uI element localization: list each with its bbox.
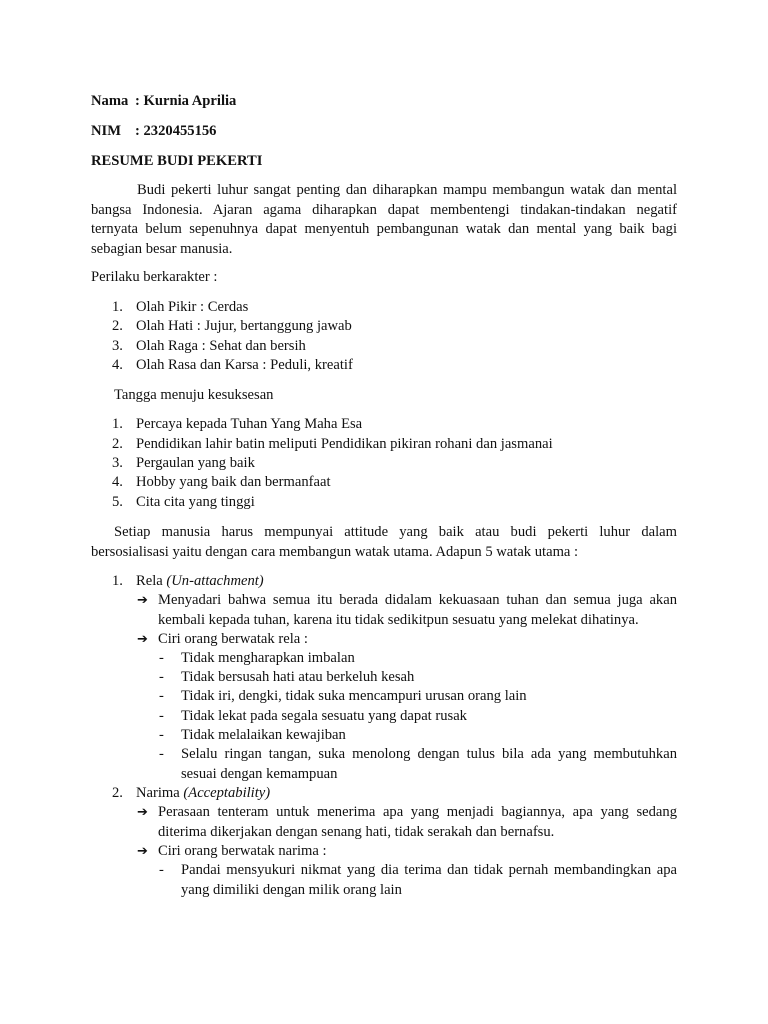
list-number: 1.	[112, 416, 123, 432]
perilaku-heading: Perilaku berkarakter :	[91, 269, 218, 285]
watak-intro-line: Setiap manusia harus mempunyai attitude yang baik atau budi pekerti luhur dalam	[114, 524, 677, 540]
list-item: Cita cita yang tinggi	[136, 494, 255, 510]
watak-title-narima: Narima (Acceptability)	[136, 785, 271, 801]
list-number: 4.	[112, 357, 123, 373]
dash-bullet: -	[159, 727, 164, 743]
list-item: Olah Pikir : Cerdas	[136, 299, 249, 315]
list-item: Olah Rasa dan Karsa : Peduli, kreatif	[136, 357, 353, 373]
rela-point: kembali kepada tuhan, karena itu tidak sedikitpun sesuatu yang melekat dihatinya.	[158, 612, 639, 628]
dash-bullet: -	[159, 862, 164, 878]
narima-point: Perasaan tenteram untuk menerima apa yang menjadi bagiannya, apa yang sedang	[158, 804, 677, 820]
intro-line: Budi pekerti luhur sangat penting dan diharapkan mampu membangun watak dan mental	[137, 182, 677, 198]
list-number: 2.	[112, 318, 123, 334]
list-item: sesuai dengan kemampuan	[181, 766, 338, 782]
list-number: 2.	[112, 436, 123, 452]
list-number: 4.	[112, 474, 123, 490]
name-label: Nama	[91, 93, 129, 109]
watak-number: 1.	[112, 573, 123, 589]
rela-ciri-heading: Ciri orang berwatak rela :	[158, 631, 308, 647]
list-item: Percaya kepada Tuhan Yang Maha Esa	[136, 416, 363, 432]
intro-line: ternyata belum sepenuhnya dapat menyentuh pembangunan watak dan mental yang baik bagi	[91, 221, 677, 237]
intro-line: bangsa Indonesia. Ajaran agama diharapkan dapat membentengi tindakan-tindakan negatif	[91, 202, 677, 218]
dash-bullet: -	[159, 688, 164, 704]
list-item: Pandai mensyukuri nikmat yang dia terima dan tidak pernah membandingkan apa	[181, 862, 677, 878]
dash-bullet: -	[159, 669, 164, 685]
list-item: Olah Hati : Jujur, bertanggung jawab	[136, 318, 352, 334]
arrow-right-icon: ➔	[137, 805, 148, 820]
watak-number: 2.	[112, 785, 123, 801]
list-number: 3.	[112, 338, 123, 354]
list-item: Hobby yang baik dan bermanfaat	[136, 474, 331, 490]
list-number: 1.	[112, 299, 123, 315]
rela-point: Menyadari bahwa semua itu berada didalam kekuasaan tuhan dan semua juga akan	[158, 592, 677, 608]
list-item: yang dimiliki dengan milik orang lain	[181, 882, 402, 898]
tangga-heading: Tangga menuju kesuksesan	[114, 387, 274, 403]
list-item: Pergaulan yang baik	[136, 455, 255, 471]
dash-bullet: -	[159, 650, 164, 666]
list-item: Tidak lekat pada segala sesuatu yang dapat rusak	[181, 708, 467, 724]
list-item: Tidak bersusah hati atau berkeluh kesah	[181, 669, 415, 685]
arrow-right-icon: ➔	[137, 844, 148, 859]
list-number: 3.	[112, 455, 123, 471]
watak-intro-line: bersosialisasi yaitu dengan cara membangun watak utama. Adapun 5 watak utama :	[91, 544, 579, 560]
nim-value: : 2320455156	[135, 123, 217, 139]
arrow-right-icon: ➔	[137, 632, 148, 647]
intro-line: sebagian besar manusia.	[91, 241, 233, 257]
narima-ciri-heading: Ciri orang berwatak narima :	[158, 843, 327, 859]
arrow-right-icon: ➔	[137, 593, 148, 608]
list-number: 5.	[112, 494, 123, 510]
nim-label: NIM	[91, 123, 121, 139]
document-title: RESUME BUDI PEKERTI	[91, 153, 263, 169]
watak-title-rela: Rela (Un-attachment)	[136, 573, 264, 589]
list-item: Pendidikan lahir batin meliputi Pendidikan pikiran rohani dan jasmanai	[136, 436, 553, 452]
dash-bullet: -	[159, 746, 164, 762]
list-item: Tidak melalaikan kewajiban	[181, 727, 346, 743]
list-item: Selalu ringan tangan, suka menolong dengan tulus bila ada yang membutuhkan	[181, 746, 677, 762]
list-item: Tidak iri, dengki, tidak suka mencampuri urusan orang lain	[181, 688, 527, 704]
dash-bullet: -	[159, 708, 164, 724]
list-item: Tidak mengharapkan imbalan	[181, 650, 355, 666]
narima-point: diterima dikerjakan dengan senang hati, tidak serakah dan bernafsu.	[158, 824, 555, 840]
list-item: Olah Raga : Sehat dan bersih	[136, 338, 306, 354]
name-value: : Kurnia Aprilia	[135, 93, 237, 109]
